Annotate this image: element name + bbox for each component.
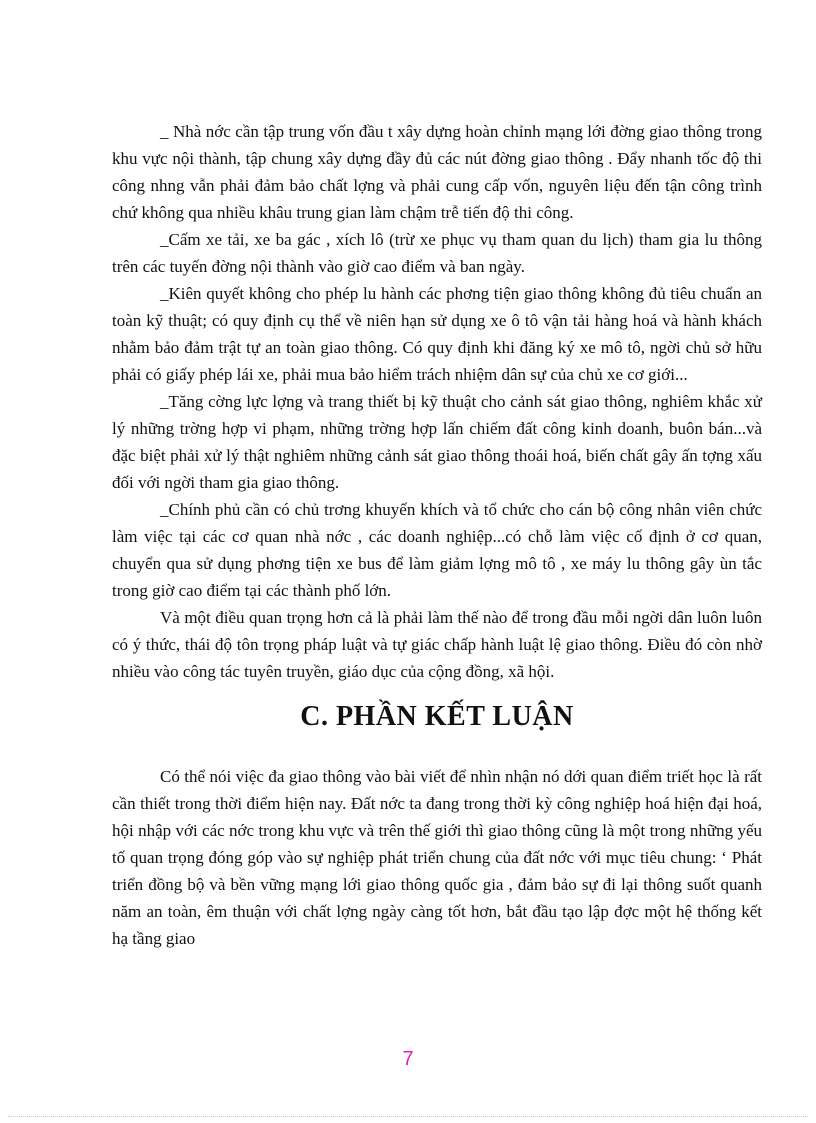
paragraph-conclusion: Có thể nói việc đa giao thông vào bài viết để nhìn nhận nó dới quan điểm triết học là rất cần thiết trong thời điểm hiện nay. Đất nớc ta đang trong thời kỳ công nghiệp hoá hiện đại hoá, hội nhập với các nớc trong khu vực và trên thế giới thì giao thông cũng là một trong những yếu tố quan trọng đóng góp vào sự nghiệp phát triển chung của đất nớc với mục tiêu chung: ‘ Phát triển đồng bộ và bền vững mạng lới giao thông quốc gia , đảm bảo sự đi lại thông suốt quanh năm an toàn, êm thuận với chất lợng ngày càng tốt hơn, bắt đầu tạo lập đợc một hệ thống kết hạ tầng giao xyxy=(112,767,762,948)
paragraph-awareness: Và một điều quan trọng hơn cả là phải làm thế nào để trong đầu mỗi ngời dân luôn luôn có ý thức, thái độ tôn trọng pháp luật và tự giác chấp hành luật lệ giao thông. Điều đó còn nhờ nhiều vào công tác tuyên truyền, giáo dục của cộng đồng, xã hội. xyxy=(112,608,762,681)
paragraph-truck-ban: _Cấm xe tải, xe ba gác , xích lô (trừ xe phục vụ tham quan du lịch) tham gia lu thông trên các tuyến đờng nội thành vào giờ cao điểm và ban ngày. xyxy=(112,230,762,276)
section-heading: C. PHẦN KẾT LUẬN xyxy=(300,701,574,732)
paragraph-public-transport: _Chính phủ cần có chủ trơng khuyến khích và tổ chức cho cán bộ công nhân viên chức làm việc tại các cơ quan nhà nớc , các doanh nghiệp...có chỗ làm việc cố định ở cơ quan, chuyển qua sử dụng phơng tiện xe bus để làm giảm lợng mô tô , xe máy lu thông gây ùn tắc trong giờ cao điểm tại các thành phố lớn. xyxy=(112,500,762,600)
page-number: 7 xyxy=(402,1048,414,1070)
paragraph-vehicle-standards: _Kiên quyết không cho phép lu hành các phơng tiện giao thông không đủ tiêu chuẩn an toàn kỹ thuật; có quy định cụ thể về niên hạn sử dụng xe ô tô vận tải hàng hoá và hành khách nhằm bảo đảm trật tự an toàn giao thông. Có quy định khi đăng ký xe mô tô, ngời chủ sở hữu phải có giấy phép lái xe, phải mua bảo hiểm trách nhiệm dân sự của chủ xe cơ giới... xyxy=(112,284,762,384)
document-body xyxy=(112,118,762,952)
footer-divider xyxy=(8,1116,808,1117)
paragraph-traffic-police: _Tăng cờng lực lợng và trang thiết bị kỹ thuật cho cảnh sát giao thông, nghiêm khắc xử lý những trờng hợp vi phạm, những trờng hợp lấn chiếm đất công kinh doanh, buôn bán...và đặc biệt phải xử lý thật nghiêm những cảnh sát giao thông thoái hoá, biến chất gây ấn tợng xấu đối với ngời tham gia giao thông. xyxy=(112,392,762,492)
paragraph-infrastructure-investment: _ Nhà nớc cần tập trung vốn đầu t xây dựng hoàn chỉnh mạng lới đờng giao thông trong khu vực nội thành, tập chung xây dựng đầy đủ các nút đờng giao thông . Đẩy nhanh tốc độ thi công nhng vẫn phải đảm bảo chất lợng và phải cung cấp vốn, nguyên liệu đến tận công trình chứ không qua nhiều khâu trung gian làm chậm trễ tiến độ thi công. xyxy=(112,122,762,222)
